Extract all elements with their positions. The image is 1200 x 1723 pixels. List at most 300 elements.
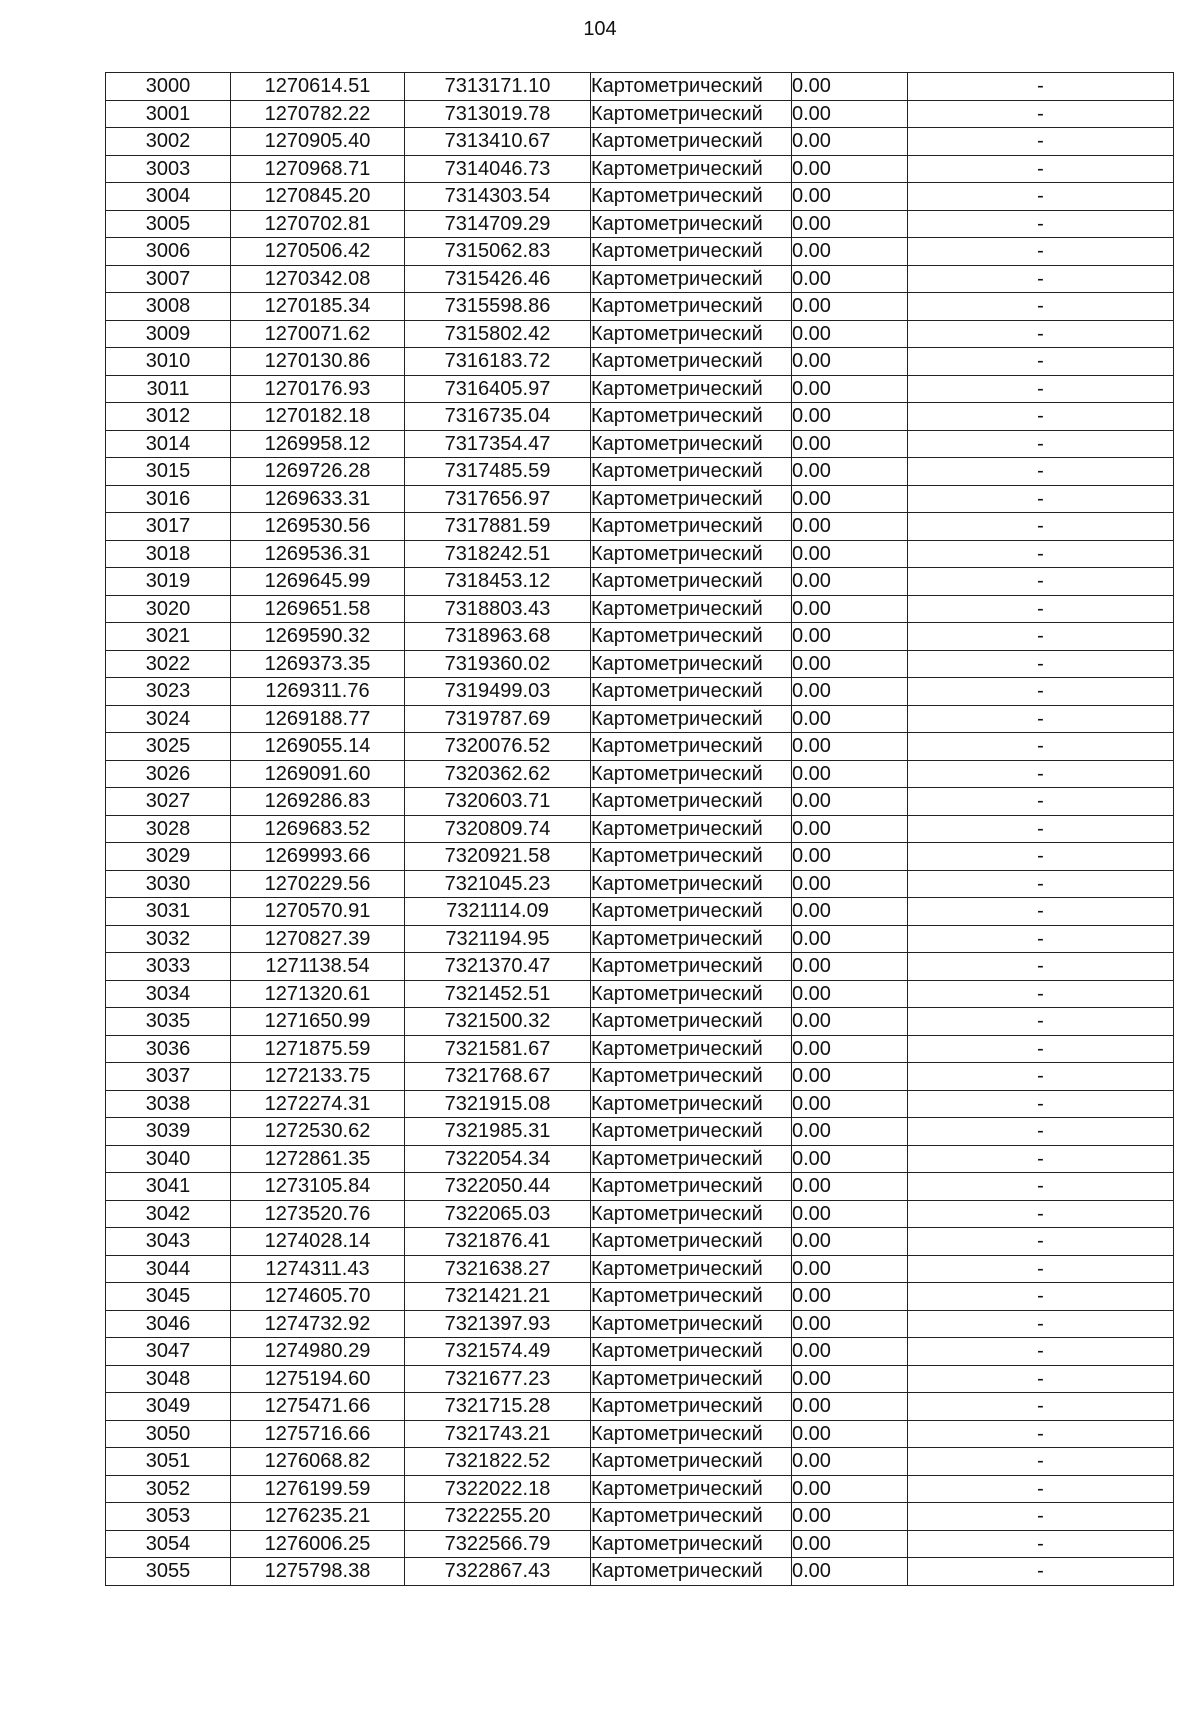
method-cell: Картометрический (591, 513, 792, 541)
y-coordinate-cell: 7320809.74 (405, 815, 591, 843)
error-cell: 0.00 (792, 155, 908, 183)
method-cell: Картометрический (591, 375, 792, 403)
error-cell: 0.00 (792, 678, 908, 706)
error-cell: 0.00 (792, 595, 908, 623)
error-cell: 0.00 (792, 650, 908, 678)
note-cell: - (908, 430, 1174, 458)
coordinates-table-body (106, 73, 1174, 1586)
method-cell: Картометрический (591, 485, 792, 513)
table-row (106, 1008, 1174, 1036)
x-coordinate-cell: 1273105.84 (231, 1173, 405, 1201)
note-cell: - (908, 1393, 1174, 1421)
y-coordinate-cell: 7322050.44 (405, 1173, 591, 1201)
note-cell: - (908, 898, 1174, 926)
x-coordinate-cell: 1269590.32 (231, 623, 405, 651)
error-cell: 0.00 (792, 1200, 908, 1228)
x-coordinate-cell: 1270182.18 (231, 403, 405, 431)
note-cell: - (908, 1063, 1174, 1091)
method-cell: Картометрический (591, 1338, 792, 1366)
method-cell: Картометрический (591, 100, 792, 128)
y-coordinate-cell: 7321915.08 (405, 1090, 591, 1118)
x-coordinate-cell: 1272274.31 (231, 1090, 405, 1118)
point-number-cell: 3046 (106, 1310, 231, 1338)
y-coordinate-cell: 7317656.97 (405, 485, 591, 513)
x-coordinate-cell: 1271138.54 (231, 953, 405, 981)
point-number-cell: 3038 (106, 1090, 231, 1118)
y-coordinate-cell: 7317881.59 (405, 513, 591, 541)
error-cell: 0.00 (792, 1063, 908, 1091)
table-row (106, 678, 1174, 706)
error-cell: 0.00 (792, 953, 908, 981)
y-coordinate-cell: 7319787.69 (405, 705, 591, 733)
method-cell: Картометрический (591, 870, 792, 898)
table-row (106, 733, 1174, 761)
error-cell: 0.00 (792, 320, 908, 348)
table-row (106, 1200, 1174, 1228)
method-cell: Картометрический (591, 265, 792, 293)
note-cell: - (908, 953, 1174, 981)
x-coordinate-cell: 1270342.08 (231, 265, 405, 293)
table-row (106, 788, 1174, 816)
error-cell: 0.00 (792, 1338, 908, 1366)
point-number-cell: 3020 (106, 595, 231, 623)
error-cell: 0.00 (792, 568, 908, 596)
x-coordinate-cell: 1269683.52 (231, 815, 405, 843)
note-cell: - (908, 1118, 1174, 1146)
point-number-cell: 3007 (106, 265, 231, 293)
note-cell: - (908, 1475, 1174, 1503)
coordinates-table (105, 72, 1174, 1586)
note-cell: - (908, 320, 1174, 348)
y-coordinate-cell: 7313410.67 (405, 128, 591, 156)
x-coordinate-cell: 1270614.51 (231, 73, 405, 101)
error-cell: 0.00 (792, 1090, 908, 1118)
point-number-cell: 3029 (106, 843, 231, 871)
method-cell: Картометрический (591, 623, 792, 651)
y-coordinate-cell: 7314303.54 (405, 183, 591, 211)
note-cell: - (908, 1283, 1174, 1311)
x-coordinate-cell: 1270176.93 (231, 375, 405, 403)
table-row (106, 1393, 1174, 1421)
point-number-cell: 3045 (106, 1283, 231, 1311)
method-cell: Картометрический (591, 788, 792, 816)
note-cell: - (908, 238, 1174, 266)
error-cell: 0.00 (792, 210, 908, 238)
error-cell: 0.00 (792, 485, 908, 513)
note-cell: - (908, 458, 1174, 486)
method-cell: Картометрический (591, 155, 792, 183)
x-coordinate-cell: 1271875.59 (231, 1035, 405, 1063)
error-cell: 0.00 (792, 1503, 908, 1531)
point-number-cell: 3000 (106, 73, 231, 101)
x-coordinate-cell: 1271650.99 (231, 1008, 405, 1036)
x-coordinate-cell: 1270702.81 (231, 210, 405, 238)
error-cell: 0.00 (792, 375, 908, 403)
error-cell: 0.00 (792, 430, 908, 458)
point-number-cell: 3032 (106, 925, 231, 953)
method-cell: Картометрический (591, 953, 792, 981)
method-cell: Картометрический (591, 678, 792, 706)
point-number-cell: 3040 (106, 1145, 231, 1173)
y-coordinate-cell: 7322566.79 (405, 1530, 591, 1558)
y-coordinate-cell: 7321715.28 (405, 1393, 591, 1421)
method-cell: Картометрический (591, 1173, 792, 1201)
method-cell: Картометрический (591, 430, 792, 458)
error-cell: 0.00 (792, 925, 908, 953)
method-cell: Картометрический (591, 210, 792, 238)
y-coordinate-cell: 7320921.58 (405, 843, 591, 871)
table-row (106, 403, 1174, 431)
point-number-cell: 3025 (106, 733, 231, 761)
point-number-cell: 3014 (106, 430, 231, 458)
error-cell: 0.00 (792, 238, 908, 266)
point-number-cell: 3041 (106, 1173, 231, 1201)
point-number-cell: 3044 (106, 1255, 231, 1283)
note-cell: - (908, 1228, 1174, 1256)
note-cell: - (908, 788, 1174, 816)
note-cell: - (908, 650, 1174, 678)
table-row (106, 595, 1174, 623)
table-row (106, 1035, 1174, 1063)
note-cell: - (908, 1338, 1174, 1366)
error-cell: 0.00 (792, 1448, 908, 1476)
error-cell: 0.00 (792, 623, 908, 651)
x-coordinate-cell: 1269633.31 (231, 485, 405, 513)
table-row (106, 73, 1174, 101)
error-cell: 0.00 (792, 1310, 908, 1338)
error-cell: 0.00 (792, 898, 908, 926)
table-row (106, 430, 1174, 458)
note-cell: - (908, 595, 1174, 623)
y-coordinate-cell: 7321370.47 (405, 953, 591, 981)
error-cell: 0.00 (792, 788, 908, 816)
y-coordinate-cell: 7319499.03 (405, 678, 591, 706)
method-cell: Картометрический (591, 1008, 792, 1036)
error-cell: 0.00 (792, 540, 908, 568)
table-row (106, 980, 1174, 1008)
x-coordinate-cell: 1270968.71 (231, 155, 405, 183)
x-coordinate-cell: 1272530.62 (231, 1118, 405, 1146)
note-cell: - (908, 815, 1174, 843)
note-cell: - (908, 1558, 1174, 1586)
error-cell: 0.00 (792, 870, 908, 898)
x-coordinate-cell: 1274732.92 (231, 1310, 405, 1338)
x-coordinate-cell: 1270071.62 (231, 320, 405, 348)
point-number-cell: 3048 (106, 1365, 231, 1393)
note-cell: - (908, 540, 1174, 568)
table-row (106, 1228, 1174, 1256)
y-coordinate-cell: 7319360.02 (405, 650, 591, 678)
point-number-cell: 3028 (106, 815, 231, 843)
method-cell: Картометрический (591, 1448, 792, 1476)
x-coordinate-cell: 1269536.31 (231, 540, 405, 568)
note-cell: - (908, 403, 1174, 431)
table-row (106, 458, 1174, 486)
error-cell: 0.00 (792, 705, 908, 733)
table-row (106, 925, 1174, 953)
y-coordinate-cell: 7315426.46 (405, 265, 591, 293)
point-number-cell: 3023 (106, 678, 231, 706)
table-row (106, 348, 1174, 376)
table-row (106, 1338, 1174, 1366)
error-cell: 0.00 (792, 760, 908, 788)
point-number-cell: 3003 (106, 155, 231, 183)
table-row (106, 705, 1174, 733)
x-coordinate-cell: 1270506.42 (231, 238, 405, 266)
coordinates-table-container (105, 72, 1173, 1586)
method-cell: Картометрический (591, 1090, 792, 1118)
table-row (106, 843, 1174, 871)
method-cell: Картометрический (591, 1558, 792, 1586)
method-cell: Картометрический (591, 843, 792, 871)
x-coordinate-cell: 1274605.70 (231, 1283, 405, 1311)
method-cell: Картометрический (591, 733, 792, 761)
error-cell: 0.00 (792, 1530, 908, 1558)
y-coordinate-cell: 7321876.41 (405, 1228, 591, 1256)
note-cell: - (908, 1255, 1174, 1283)
x-coordinate-cell: 1269286.83 (231, 788, 405, 816)
error-cell: 0.00 (792, 100, 908, 128)
note-cell: - (908, 733, 1174, 761)
x-coordinate-cell: 1275798.38 (231, 1558, 405, 1586)
error-cell: 0.00 (792, 1475, 908, 1503)
y-coordinate-cell: 7321194.95 (405, 925, 591, 953)
table-row (106, 375, 1174, 403)
note-cell: - (908, 678, 1174, 706)
table-row (106, 1118, 1174, 1146)
x-coordinate-cell: 1270185.34 (231, 293, 405, 321)
y-coordinate-cell: 7322065.03 (405, 1200, 591, 1228)
x-coordinate-cell: 1270130.86 (231, 348, 405, 376)
x-coordinate-cell: 1275716.66 (231, 1420, 405, 1448)
x-coordinate-cell: 1274311.43 (231, 1255, 405, 1283)
note-cell: - (908, 1448, 1174, 1476)
point-number-cell: 3005 (106, 210, 231, 238)
table-row (106, 1090, 1174, 1118)
y-coordinate-cell: 7321677.23 (405, 1365, 591, 1393)
y-coordinate-cell: 7318242.51 (405, 540, 591, 568)
method-cell: Картометрический (591, 1145, 792, 1173)
x-coordinate-cell: 1269645.99 (231, 568, 405, 596)
method-cell: Картометрический (591, 815, 792, 843)
page-number: 104 (583, 18, 617, 40)
x-coordinate-cell: 1276068.82 (231, 1448, 405, 1476)
y-coordinate-cell: 7318453.12 (405, 568, 591, 596)
error-cell: 0.00 (792, 980, 908, 1008)
x-coordinate-cell: 1274980.29 (231, 1338, 405, 1366)
note-cell: - (908, 348, 1174, 376)
method-cell: Картометрический (591, 238, 792, 266)
point-number-cell: 3037 (106, 1063, 231, 1091)
y-coordinate-cell: 7321045.23 (405, 870, 591, 898)
note-cell: - (908, 100, 1174, 128)
x-coordinate-cell: 1275471.66 (231, 1393, 405, 1421)
error-cell: 0.00 (792, 128, 908, 156)
note-cell: - (908, 265, 1174, 293)
table-row (106, 100, 1174, 128)
method-cell: Картометрический (591, 1393, 792, 1421)
note-cell: - (908, 1530, 1174, 1558)
x-coordinate-cell: 1270827.39 (231, 925, 405, 953)
table-row (106, 623, 1174, 651)
method-cell: Картометрический (591, 320, 792, 348)
point-number-cell: 3022 (106, 650, 231, 678)
table-row (106, 1310, 1174, 1338)
note-cell: - (908, 1200, 1174, 1228)
error-cell: 0.00 (792, 1558, 908, 1586)
point-number-cell: 3009 (106, 320, 231, 348)
note-cell: - (908, 705, 1174, 733)
point-number-cell: 3024 (106, 705, 231, 733)
point-number-cell: 3034 (106, 980, 231, 1008)
error-cell: 0.00 (792, 1173, 908, 1201)
point-number-cell: 3047 (106, 1338, 231, 1366)
table-row (106, 870, 1174, 898)
error-cell: 0.00 (792, 1145, 908, 1173)
x-coordinate-cell: 1275194.60 (231, 1365, 405, 1393)
table-row (106, 1173, 1174, 1201)
note-cell: - (908, 293, 1174, 321)
method-cell: Картометрический (591, 1118, 792, 1146)
method-cell: Картометрический (591, 1063, 792, 1091)
y-coordinate-cell: 7321574.49 (405, 1338, 591, 1366)
method-cell: Картометрический (591, 650, 792, 678)
x-coordinate-cell: 1270905.40 (231, 128, 405, 156)
table-row (106, 540, 1174, 568)
table-row (106, 1530, 1174, 1558)
method-cell: Картометрический (591, 898, 792, 926)
y-coordinate-cell: 7321452.51 (405, 980, 591, 1008)
table-row (106, 1365, 1174, 1393)
method-cell: Картометрический (591, 760, 792, 788)
x-coordinate-cell: 1269726.28 (231, 458, 405, 486)
method-cell: Картометрический (591, 348, 792, 376)
x-coordinate-cell: 1270845.20 (231, 183, 405, 211)
note-cell: - (908, 843, 1174, 871)
table-row (106, 815, 1174, 843)
point-number-cell: 3027 (106, 788, 231, 816)
error-cell: 0.00 (792, 1228, 908, 1256)
note-cell: - (908, 513, 1174, 541)
point-number-cell: 3006 (106, 238, 231, 266)
error-cell: 0.00 (792, 293, 908, 321)
method-cell: Картометрический (591, 1228, 792, 1256)
y-coordinate-cell: 7321985.31 (405, 1118, 591, 1146)
method-cell: Картометрический (591, 1200, 792, 1228)
note-cell: - (908, 623, 1174, 651)
table-row (106, 183, 1174, 211)
y-coordinate-cell: 7321421.21 (405, 1283, 591, 1311)
point-number-cell: 3012 (106, 403, 231, 431)
x-coordinate-cell: 1274028.14 (231, 1228, 405, 1256)
y-coordinate-cell: 7315802.42 (405, 320, 591, 348)
y-coordinate-cell: 7321114.09 (405, 898, 591, 926)
error-cell: 0.00 (792, 1420, 908, 1448)
error-cell: 0.00 (792, 1118, 908, 1146)
table-row (106, 1503, 1174, 1531)
method-cell: Картометрический (591, 568, 792, 596)
y-coordinate-cell: 7318803.43 (405, 595, 591, 623)
x-coordinate-cell: 1270229.56 (231, 870, 405, 898)
table-row (106, 1255, 1174, 1283)
table-row (106, 568, 1174, 596)
note-cell: - (908, 1420, 1174, 1448)
table-row (106, 1475, 1174, 1503)
x-coordinate-cell: 1270782.22 (231, 100, 405, 128)
error-cell: 0.00 (792, 1365, 908, 1393)
error-cell: 0.00 (792, 73, 908, 101)
x-coordinate-cell: 1269188.77 (231, 705, 405, 733)
method-cell: Картометрический (591, 1530, 792, 1558)
note-cell: - (908, 375, 1174, 403)
y-coordinate-cell: 7318963.68 (405, 623, 591, 651)
table-row (106, 760, 1174, 788)
y-coordinate-cell: 7313019.78 (405, 100, 591, 128)
note-cell: - (908, 1503, 1174, 1531)
table-row (106, 1558, 1174, 1586)
point-number-cell: 3030 (106, 870, 231, 898)
table-row (106, 953, 1174, 981)
x-coordinate-cell: 1273520.76 (231, 1200, 405, 1228)
table-row (106, 128, 1174, 156)
note-cell: - (908, 128, 1174, 156)
point-number-cell: 3019 (106, 568, 231, 596)
point-number-cell: 3049 (106, 1393, 231, 1421)
table-row (106, 898, 1174, 926)
point-number-cell: 3031 (106, 898, 231, 926)
point-number-cell: 3042 (106, 1200, 231, 1228)
point-number-cell: 3055 (106, 1558, 231, 1586)
method-cell: Картометрический (591, 293, 792, 321)
error-cell: 0.00 (792, 458, 908, 486)
point-number-cell: 3033 (106, 953, 231, 981)
y-coordinate-cell: 7314709.29 (405, 210, 591, 238)
method-cell: Картометрический (591, 925, 792, 953)
note-cell: - (908, 1008, 1174, 1036)
x-coordinate-cell: 1270570.91 (231, 898, 405, 926)
y-coordinate-cell: 7322054.34 (405, 1145, 591, 1173)
y-coordinate-cell: 7313171.10 (405, 73, 591, 101)
error-cell: 0.00 (792, 1393, 908, 1421)
point-number-cell: 3036 (106, 1035, 231, 1063)
x-coordinate-cell: 1276199.59 (231, 1475, 405, 1503)
method-cell: Картометрический (591, 1365, 792, 1393)
error-cell: 0.00 (792, 348, 908, 376)
table-row (106, 320, 1174, 348)
y-coordinate-cell: 7320362.62 (405, 760, 591, 788)
note-cell: - (908, 1365, 1174, 1393)
x-coordinate-cell: 1269993.66 (231, 843, 405, 871)
note-cell: - (908, 1035, 1174, 1063)
table-row (106, 265, 1174, 293)
y-coordinate-cell: 7314046.73 (405, 155, 591, 183)
method-cell: Картометрический (591, 1035, 792, 1063)
note-cell: - (908, 1310, 1174, 1338)
point-number-cell: 3011 (106, 375, 231, 403)
y-coordinate-cell: 7316735.04 (405, 403, 591, 431)
error-cell: 0.00 (792, 403, 908, 431)
point-number-cell: 3017 (106, 513, 231, 541)
x-coordinate-cell: 1271320.61 (231, 980, 405, 1008)
y-coordinate-cell: 7321397.93 (405, 1310, 591, 1338)
x-coordinate-cell: 1272861.35 (231, 1145, 405, 1173)
y-coordinate-cell: 7317354.47 (405, 430, 591, 458)
x-coordinate-cell: 1269373.35 (231, 650, 405, 678)
note-cell: - (908, 1090, 1174, 1118)
point-number-cell: 3052 (106, 1475, 231, 1503)
error-cell: 0.00 (792, 183, 908, 211)
y-coordinate-cell: 7316183.72 (405, 348, 591, 376)
